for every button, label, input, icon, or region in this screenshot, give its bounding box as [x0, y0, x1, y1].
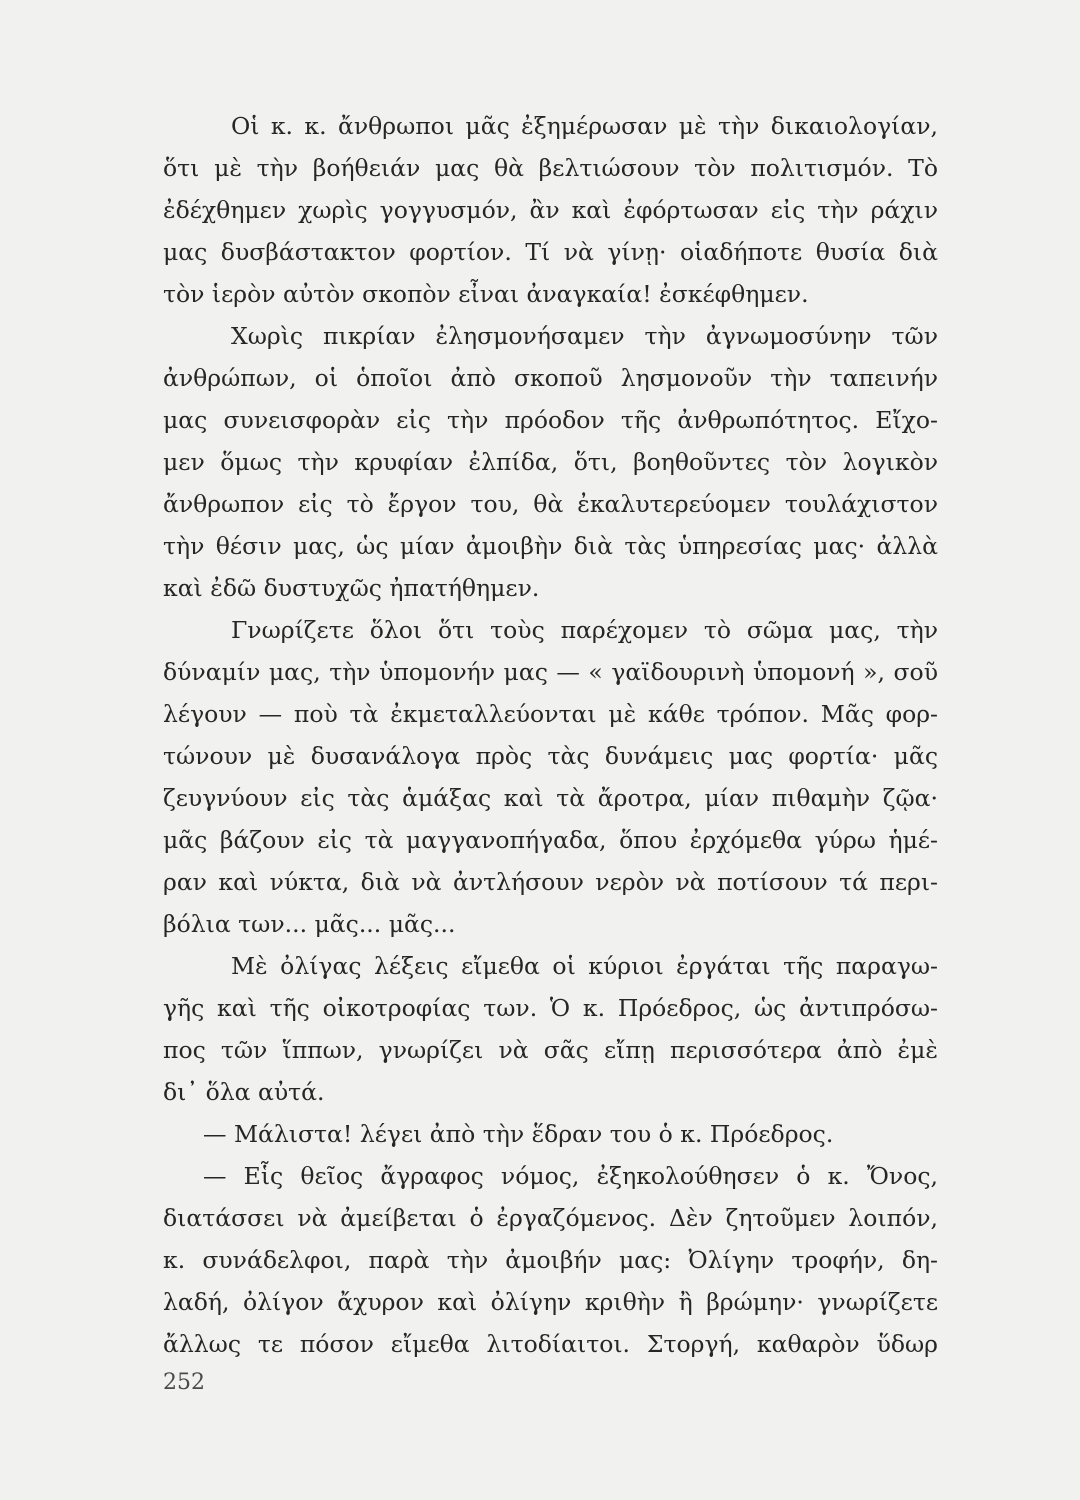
text-line: ἄνθρωπον εἰς τὸ ἔργον του, θὰ ἐκαλυτερεύομεν τουλάχιστον — [163, 490, 938, 518]
text-line: διατάσσει νὰ ἀμείβεται ὁ ἐργαζόμενος. Δὲν ζητοῦμεν λοιπόν, — [163, 1204, 938, 1232]
text-line: δύναμίν μας, τὴν ὑπομονήν μας — « γαϊδουρινὴ ὑπομονή », σοῦ — [163, 658, 938, 686]
text-line: ἀνθρώπων, οἱ ὁποῖοι ἀπὸ σκοποῦ λησμονοῦν τὴν ταπεινήν — [163, 364, 938, 392]
text-line: — Μάλιστα! λέγει ἀπὸ τὴν ἕδραν του ὁ κ. Πρόεδρος. — [203, 1120, 834, 1148]
text-line: μας δυσβάστακτον φορτίον. Τί νὰ γίνῃ· οἱαδήποτε θυσία διὰ — [163, 238, 938, 266]
text-line: πος τῶν ἵππων, γνωρίζει νὰ σᾶς εἴπῃ περισσότερα ἀπὸ ἐμὲ — [163, 1036, 938, 1064]
text-line: Χωρὶς πικρίαν ἐλησμονήσαμεν τὴν ἀγνωμοσύνην τῶν — [231, 322, 938, 350]
text-line: μεν ὅμως τὴν κρυφίαν ἐλπίδα, ὅτι, βοηθοῦντες τὸν λογικὸν — [163, 448, 938, 476]
text-line: ζευγνύουν εἰς τὰς ἁμάξας καὶ τὰ ἄροτρα, μίαν πιθαμὴν ζῷα· — [163, 784, 938, 812]
text-line: Οἱ κ. κ. ἄνθρωποι μᾶς ἐξημέρωσαν μὲ τὴν δικαιολογίαν, — [231, 112, 938, 140]
text-line: — Εἷς θεῖος ἄγραφος νόμος, ἐξηκολούθησεν ὁ κ. Ὄνος, — [203, 1162, 938, 1190]
page-number: 252 — [163, 1370, 205, 1395]
text-line: ἐδέχθημεν χωρὶς γογγυσμόν, ἂν καὶ ἐφόρτωσαν εἰς τὴν ράχιν — [163, 196, 938, 224]
text-line: βόλια των... μᾶς... μᾶς... — [163, 910, 456, 938]
text-line: τώνουν μὲ δυσανάλογα πρὸς τὰς δυνάμεις μας φορτία· μᾶς — [163, 742, 938, 770]
text-line: Μὲ ὀλίγας λέξεις εἴμεθα οἱ κύριοι ἐργάται τῆς παραγω- — [231, 952, 938, 980]
text-line: μας συνεισφορὰν εἰς τὴν πρόοδον τῆς ἀνθρωπότητος. Εἴχο- — [163, 406, 938, 434]
text-line: ὅτι μὲ τὴν βοήθειάν μας θὰ βελτιώσουν τὸν πολιτισμόν. Τὸ — [163, 154, 938, 182]
text-line: λέγουν — ποὺ τὰ ἐκμεταλλεύονται μὲ κάθε τρόπον. Μᾶς φορ- — [163, 700, 938, 728]
text-line: μᾶς βάζουν εἰς τὰ μαγγανοπήγαδα, ὅπου ἐρχόμεθα γύρω ἡμέ- — [163, 826, 938, 854]
text-line: γῆς καὶ τῆς οἰκοτροφίας των. Ὁ κ. Πρόεδρος, ὡς ἀντιπρόσω- — [163, 994, 938, 1022]
text-line: λαδή, ὀλίγον ἄχυρον καὶ ὀλίγην κριθὴν ἢ βρώμην· γνωρίζετε — [163, 1288, 938, 1316]
text-line: ἄλλως τε πόσον εἴμεθα λιτοδίαιτοι. Στοργή, καθαρὸν ὕδωρ — [163, 1330, 938, 1358]
text-line: δι᾿ ὅλα αὐτά. — [163, 1078, 325, 1106]
text-line: ραν καὶ νύκτα, διὰ νὰ ἀντλήσουν νερὸν νὰ ποτίσουν τά περι- — [163, 868, 938, 896]
text-line: Γνωρίζετε ὅλοι ὅτι τοὺς παρέχομεν τὸ σῶμα μας, τὴν — [231, 616, 938, 644]
text-line: κ. συνάδελφοι, παρὰ τὴν ἀμοιβήν μας: Ὀλίγην τροφήν, δη- — [163, 1246, 938, 1274]
text-line: τὸν ἱερὸν αὐτὸν σκοπὸν εἶναι ἀναγκαία! ἐσκέφθημεν. — [163, 280, 809, 308]
text-line: τὴν θέσιν μας, ὡς μίαν ἀμοιβὴν διὰ τὰς ὑπηρεσίας μας· ἀλλὰ — [163, 532, 938, 560]
text-line: καὶ ἐδῶ δυστυχῶς ἠπατήθημεν. — [163, 574, 540, 602]
